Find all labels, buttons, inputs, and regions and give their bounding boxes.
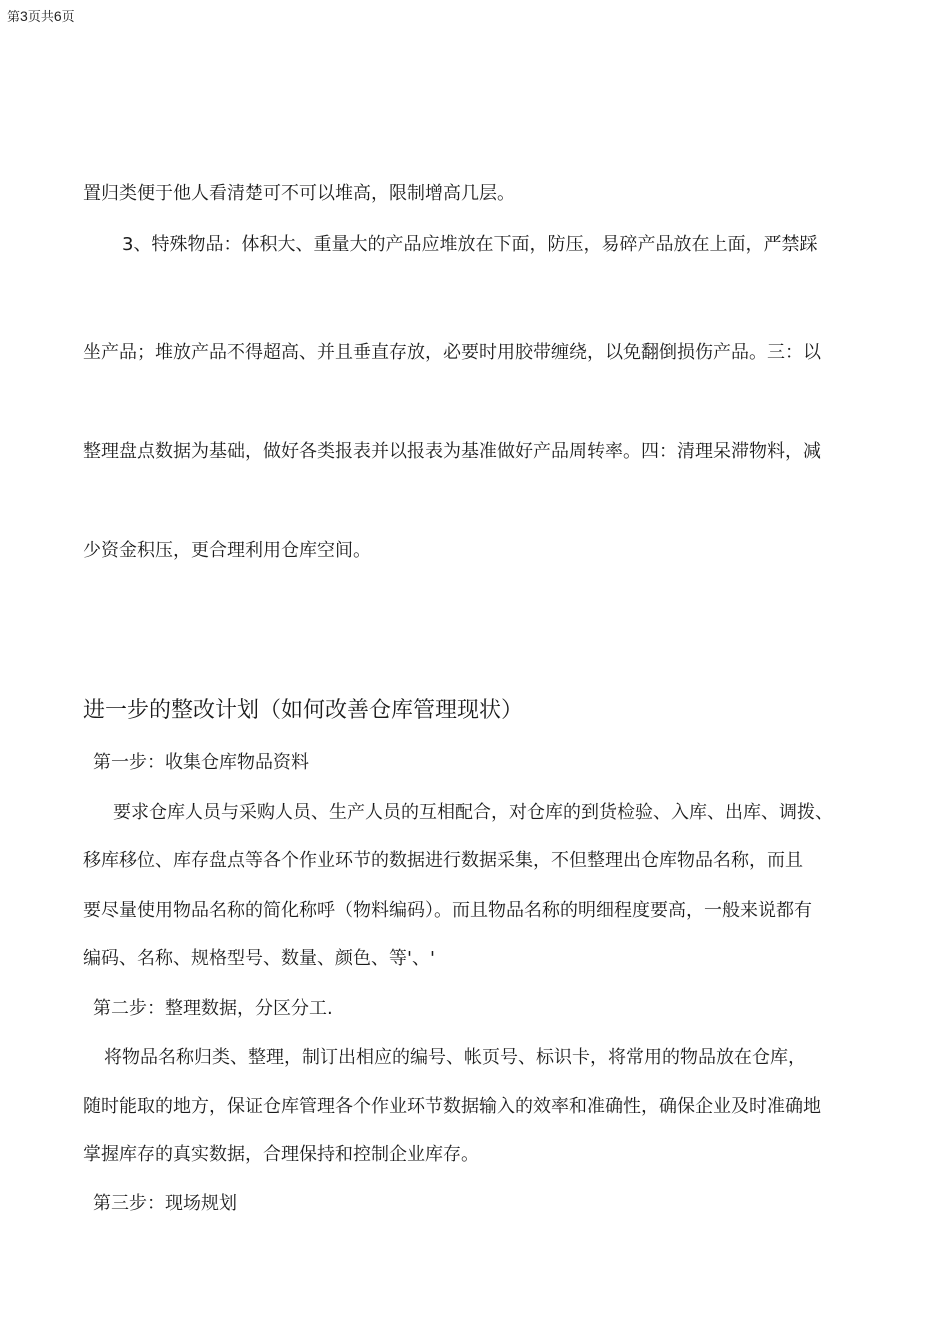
paragraph-line: 要尽量使用物品名称的简化称呼（物料编码）。而且物品名称的明细程度要高，一般来说都有 xyxy=(83,900,812,921)
paragraph-line: 随时能取的地方，保证仓库管理各个作业环节数据输入的效率和准确性，确保企业及时准确地 xyxy=(83,1096,821,1117)
page-indicator-prefix: 第 xyxy=(7,10,21,25)
paragraph-line: 移库移位、库存盘点等各个作业环节的数据进行数据采集，不但整理出仓库物品名称，而且 xyxy=(83,850,803,871)
paragraph-line: 坐产品；堆放产品不得超高、并且垂直存放，必要时用胶带缠绕，以免翻倒损伤产品。三：以 xyxy=(83,342,821,363)
paragraph-line: 编码、名称、规格型号、数量、颜色、等'、' xyxy=(83,948,435,969)
page-indicator-middle: 页共 xyxy=(27,10,54,25)
paragraph-line: 要求仓库人员与采购人员、生产人员的互相配合，对仓库的到货检验、入库、出库、调拨、 xyxy=(113,802,833,823)
step-heading: 第一步：收集仓库物品资料 xyxy=(93,752,309,773)
current-page-number: 3 xyxy=(20,8,28,24)
step-heading: 第三步：现场规划 xyxy=(93,1193,237,1214)
paragraph-line: 掌握库存的真实数据，合理保持和控制企业库存。 xyxy=(83,1144,479,1165)
paragraph-line: 将物品名称归类、整理，制订出相应的编号、帐页号、标识卡，将常用的物品放在仓库， xyxy=(104,1047,806,1068)
paragraph-line: 3、特殊物品：体积大、重量大的产品应堆放在下面，防压，易碎产品放在上面，严禁踩 xyxy=(122,234,818,255)
page-indicator-suffix: 页 xyxy=(61,10,75,25)
total-page-number: 6 xyxy=(53,8,62,24)
paragraph-line: 置归类便于他人看清楚可不可以堆高，限制增高几层。 xyxy=(83,183,515,204)
paragraph-line: 少资金积压，更合理利用仓库空间。 xyxy=(83,540,371,561)
paragraph-line: 整理盘点数据为基础，做好各类报表并以报表为基准做好产品周转率。四：清理呆滞物料，减 xyxy=(83,441,821,462)
section-heading: 进一步的整改计划（如何改善仓库管理现状） xyxy=(83,698,524,723)
page-indicator xyxy=(7,7,75,27)
step-heading: 第二步：整理数据，分区分工. xyxy=(93,998,333,1019)
